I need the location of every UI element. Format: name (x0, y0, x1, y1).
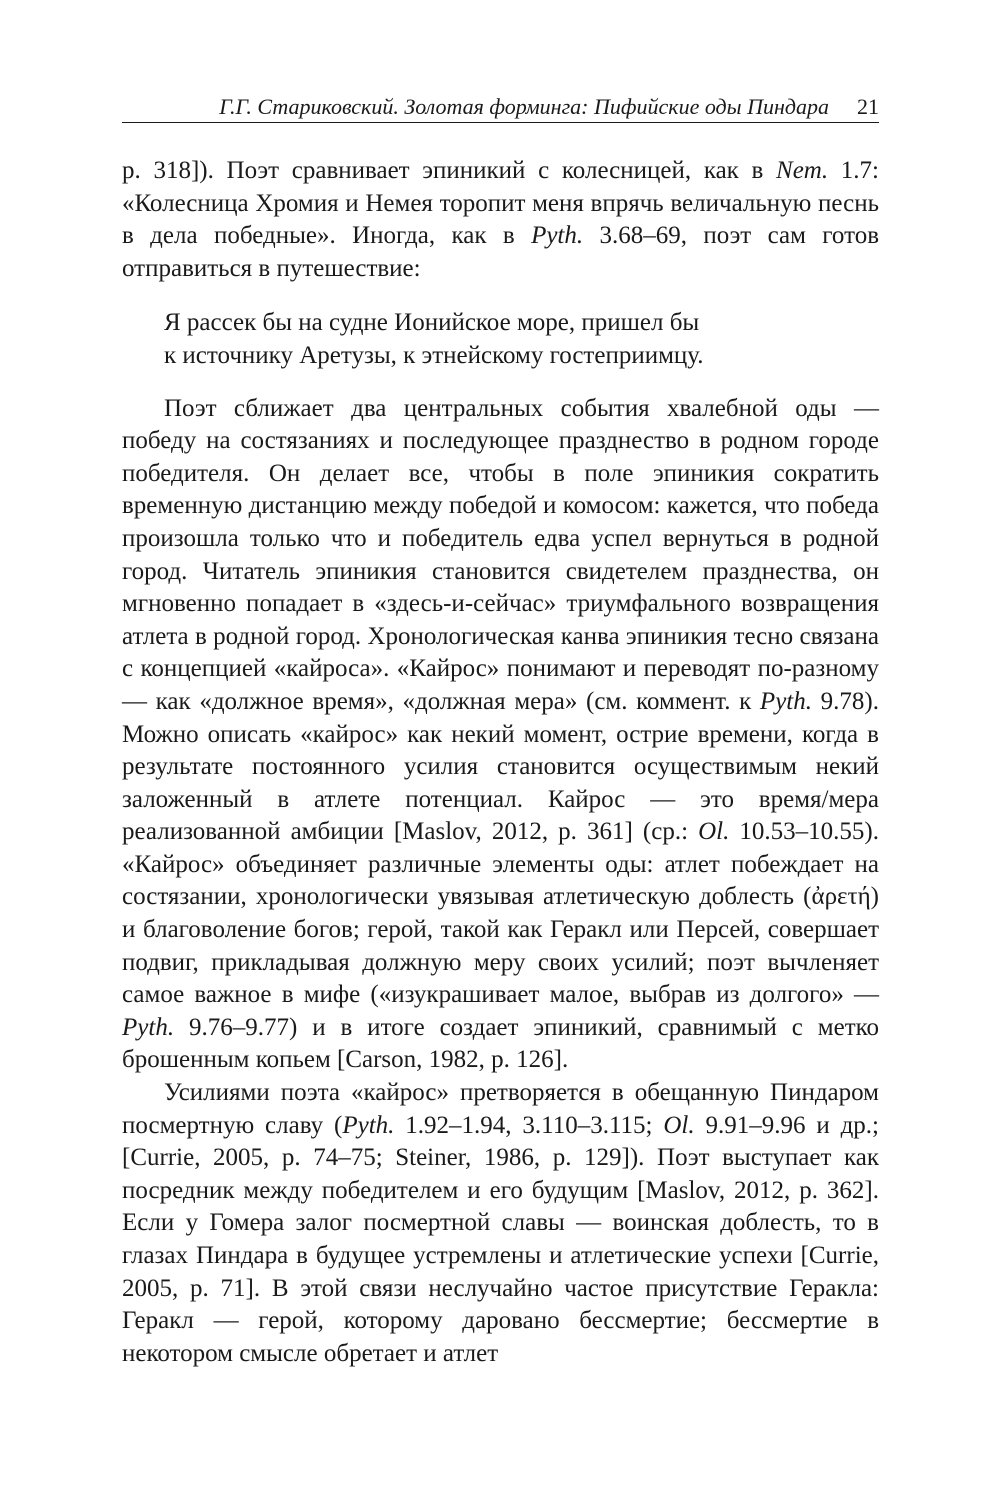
verse-line-1: Я рассек бы на судне Ионийское море, пришел бы (164, 309, 700, 337)
running-header (122, 92, 879, 123)
text-run: 1.92–1.94, 3.110–3.115; (394, 1111, 664, 1139)
citation-abbrev: Pyth. (759, 687, 812, 715)
text-run: 1.7: «Колесница Хромия и Немея торопит меня впрячь величальную песнь в дела победные». Иногда, как в (122, 157, 879, 250)
body-text (122, 155, 879, 1370)
text-run: Поэт сближает два центральных события хвалебной оды — победу на состязаниях и последующее празднество в родном городе победителя. Он делает все, чтобы в поле эпиникия сократить временную дистанцию между победой и комосом: кажется, что победа произошла только что и победитель едва успел вернуться в родной город. Читатель эпиникия становится свидетелем празднества, он мгновенно попадает в «здесь-и-сейчас» триумфального возвращения атлета в родной город. Хронологическая канва эпиникия тесно связана с концепцией «кайроса». «Кайрос» понимают и переводят по-разному — как «должное время», «должная мера» (см. коммент. к (122, 394, 879, 715)
verse-quotation (164, 307, 879, 372)
citation-abbrev: Ol. (663, 1111, 695, 1139)
citation-abbrev: Nem. (776, 157, 829, 184)
text-run: 9.78). Можно описать «кайрос» как некий момент, острие времени, когда в результате постоянного усилия становится осуществимым некий заложенный в атлете потенциал. Кайрос — это время/мера реализованной амбиции [Maslov, 2012, p. 361] (ср.: (122, 687, 879, 846)
citation-abbrev: Pyth. (342, 1111, 395, 1139)
paragraph-3 (122, 1077, 879, 1370)
text-run: 9.76–9.77) и в итоге создает эпиникий, сравнимый с метко брошенным копьем [Carson, 1982, p. 126]. (122, 1013, 879, 1074)
paragraph-1 (122, 155, 879, 285)
running-header-title: Г.Г. Стариковский. Золотая форминга: Пифийские оды Пиндара (219, 94, 829, 119)
citation-abbrev: Ol. (698, 818, 730, 846)
text-run: 10.53–10.55). «Кайрос» объединяет различные элементы оды: атлет побеждает на состязании, хронологически увязывая атлетическую доблесть (ἀρετή) и благоволение богов; герой, такой как Геракл или Персей, совершает подвиг, прикладывая должную меру своих усилий; поэт вычленяет самое важное в мифе («изукрашивает малое, выбрав из долгого» — (122, 818, 879, 1009)
verse-line-2: к источнику Аретузы, к этнейскому гостеприимцу. (164, 341, 704, 369)
book-page (122, 0, 879, 1500)
citation-abbrev: Pyth. (531, 222, 584, 250)
text-run: 3.68–69, поэт сам готов отправиться в путешествие: (122, 222, 880, 282)
text-run: 9.91–9.96 и др.; [Currie, 2005, p. 74–75; Steiner, 1986, p. 129]). Поэт выступает как посредник между победителем и его будущим [Maslov, 2012, p. 362]. Если у Гомера залог посмертной славы — воинская доблесть, то в глазах Пиндара в будущее устремлены и атлетические успехи [Currie, 2005, p. 71]. В этой связи неслучайно частое присутствие Геракла: Геракл — герой, которому даровано бессмертие; бессмертие в некотором смысле обретает и атлет (122, 1111, 879, 1367)
text-run: Усилиями поэта «кайрос» претворяется в обещанную Пиндаром посмертную славу ( (122, 1079, 879, 1139)
citation-abbrev: Pyth. (122, 1013, 175, 1041)
text-run: р. 318]). Поэт сравнивает эпиникий с колесницей, как в (122, 157, 777, 184)
paragraph-2 (122, 393, 879, 1077)
page-number: 21 (857, 94, 879, 119)
